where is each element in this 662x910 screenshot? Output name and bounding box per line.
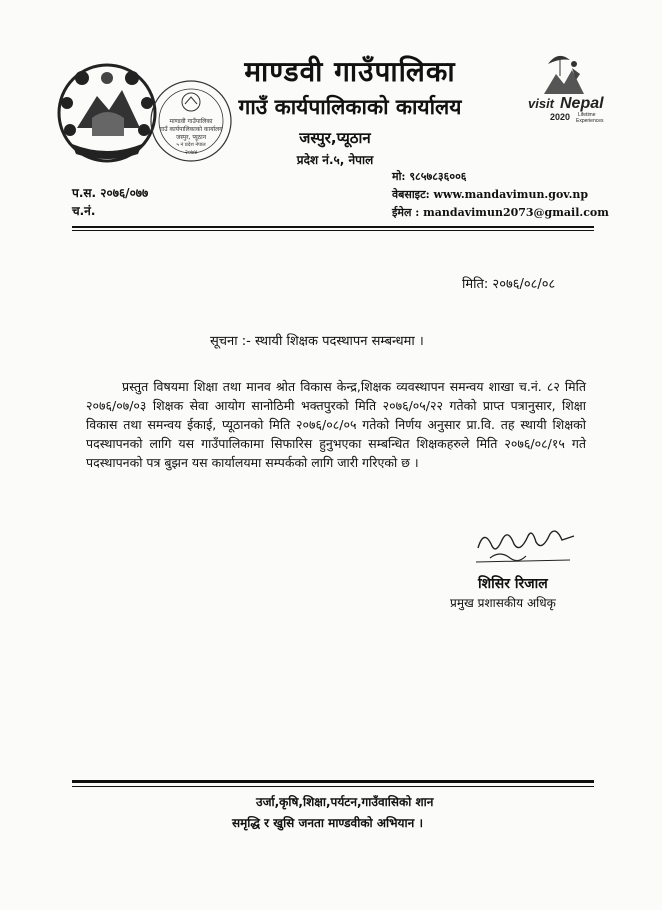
- seal-line1: माण्डवी गाउँपालिका: [169, 118, 213, 125]
- chalani-number: च.नं.: [72, 204, 96, 218]
- office-seal-stamp: [148, 78, 234, 164]
- letter-body: प्रस्तुत विषयमा शिक्षा तथा मानव श्रोत विकास केन्द्र,शिक्षक व्यवस्थापन समन्वय शाखा च.नं. ८२ मिति २०७६/०७/०३ शिक्षक सेवा आयोग सानोठिमी भक्तपुरको मिति २०७६/०५/२२ गतेको प्राप्त पत्रानुसार, शिक्षा विकास तथा समन्वय ईकाई, प्यूठानको मिति २०७६/०८/०५ गतेको निर्णय अनुसार प्रा.वि. तह स्थायी शिक्षको पदस्थापनको लागि यस गाउँपालिकामा सिफारिस हुनुभएका सम्बन्धित शिक्षकहरुले मिति २०७६/०८/१५ गते पदस्थापनको पत्र बुझन यस कार्यालयमा सम्पर्कको लागि जारी गरिएको छ ।: [86, 379, 586, 470]
- office-province: प्रदेश नं.५, नेपाल: [296, 153, 374, 167]
- patra-sankhya: प.स. २०७६/०७७: [72, 186, 149, 200]
- office-name: माण्डवी गाउँपालिका: [244, 55, 456, 88]
- visit-word: visit: [528, 96, 555, 111]
- handwritten-signature: [470, 518, 580, 568]
- seal-line3: जस्पुर, प्यूठान: [175, 134, 207, 141]
- seal-line2: गाउँ कार्यपालिकाको कार्यालय: [159, 126, 223, 133]
- header-divider: [72, 226, 594, 228]
- letter-subject: सूचना :- स्थायी शिक्षक पदस्थापन सम्बन्धमा ।: [210, 334, 424, 349]
- footer-divider-thin: [72, 786, 594, 787]
- email: ईमेल : mandavimun2073@gmail.com: [392, 206, 609, 219]
- signer-designation: प्रमुख प्रशासकीय अधिकृ: [450, 596, 556, 610]
- tagline-experiences: Experiences: [576, 118, 604, 124]
- footer-slogan-1: उर्जा,कृषि,शिक्षा,पर्यटन,गाउँवासिको शान: [256, 795, 434, 809]
- seal-line4: ५ नं प्रदेश नेपाल: [176, 142, 206, 148]
- phone-number: मो: ९८५७८३६००६: [392, 170, 467, 183]
- website: वेबसाइट: www.mandavimun.gov.np: [392, 188, 589, 201]
- nepal-word: Nepal: [560, 95, 604, 112]
- footer-divider: [72, 780, 594, 783]
- nepal-emblem-icon: [52, 58, 162, 168]
- office-subtitle: गाउँ कार्यपालिकाको कार्यालय: [238, 95, 462, 119]
- footer-slogan-2: समृद्धि र खुसि जनता माण्डवीको अभियान ।: [232, 816, 424, 830]
- letter-date: मिति: २०७६/०८/०८: [462, 277, 556, 292]
- tagline-lifetime: Lifetime: [578, 112, 596, 118]
- header-divider-thin: [72, 230, 594, 231]
- contact-block: [392, 168, 609, 222]
- office-address: जस्पुर,प्यूठान: [299, 129, 371, 147]
- visit-nepal-logo: [520, 44, 626, 126]
- visit-year: 2020: [550, 112, 571, 122]
- signer-name: शिसिर रिजाल: [478, 576, 548, 592]
- seal-year: २०७४: [184, 149, 198, 156]
- reference-block: [72, 184, 148, 220]
